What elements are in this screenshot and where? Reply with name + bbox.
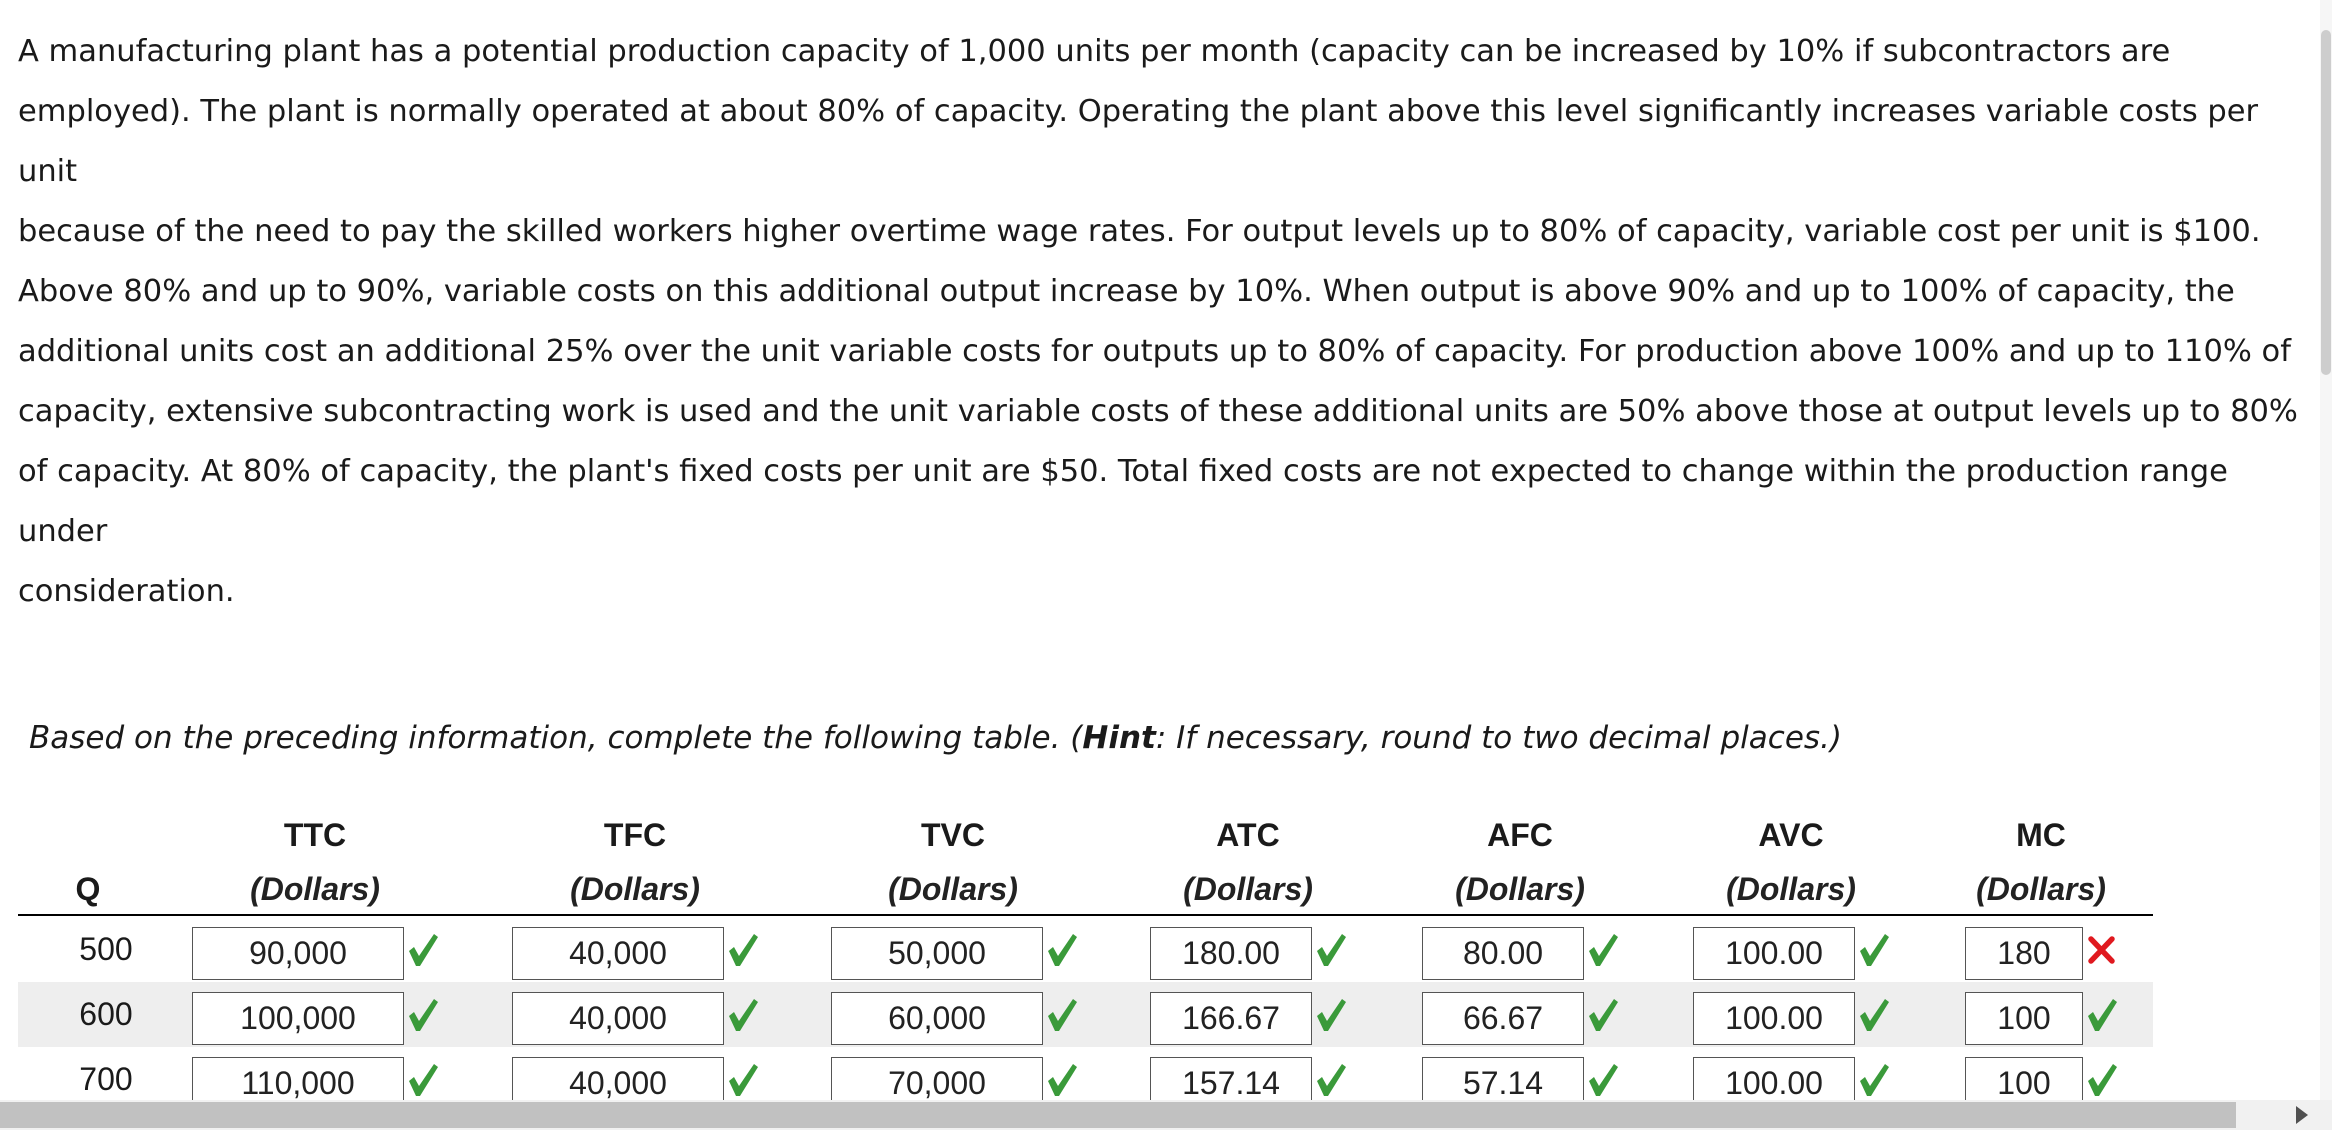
column-unit-mc: (Dollars)	[1976, 871, 2106, 907]
answer-field-atc[interactable]	[1150, 927, 1312, 980]
row-quantity: 700	[79, 1061, 133, 1097]
vertical-scrollbar[interactable]	[2320, 0, 2332, 1100]
table-row	[18, 917, 2153, 982]
column-unit-tvc: (Dollars)	[888, 871, 1018, 907]
checkmark-icon	[406, 931, 440, 971]
answer-field-afc[interactable]	[1422, 992, 1584, 1045]
checkmark-icon	[406, 1061, 440, 1101]
answer-field-avc[interactable]	[1693, 992, 1855, 1045]
answer-field-afc[interactable]	[1422, 927, 1584, 980]
answer-field-mc[interactable]	[1965, 992, 2083, 1045]
checkmark-icon	[726, 931, 760, 971]
answer-field-tvc[interactable]	[831, 927, 1043, 980]
answer-field-tfc[interactable]	[512, 927, 724, 980]
header-divider	[18, 914, 2153, 916]
column-unit-atc: (Dollars)	[1183, 871, 1313, 907]
answer-field-mc[interactable]	[1965, 927, 2083, 980]
problem-statement: A manufacturing plant has a potential production capacity of 1,000 units per month (capacity can be increased by 10% if subcontractors are employed). The plant is normally operated at about 80% of capacity. Operating the plant above this level significantly increases variable costs per unit because of the need to pay the skilled workers higher overtime wage rates. For output levels up to 80% of capacity, variable cost per unit is $100. Above 80% and up to 90%, variable costs on this additional output increase by 10%. When output is above 90% and up to 100% of capacity, the additional units cost an additional 25% over the unit variable costs for outputs up to 80% of capacity. For production above 100% and up to 110% of capacity, extensive subcontracting work is used and the unit variable costs of these additional units are 50% above those at output levels up to 80% of capacity. At 80% of capacity, the plant's fixed costs per unit are $50. Total fixed costs are not expected to change within the production range under consideration.	[18, 34, 2298, 609]
column-unit-afc: (Dollars)	[1455, 871, 1585, 907]
instruction-hint-label: Hint	[1082, 720, 1156, 756]
column-header-mc: MC	[2016, 817, 2066, 853]
answer-field-ttc[interactable]	[192, 992, 404, 1045]
checkmark-icon	[1045, 1061, 1079, 1101]
checkmark-icon	[1857, 996, 1891, 1036]
column-header-tfc: TFC	[603, 817, 667, 853]
column-header-tvc: TVC	[921, 817, 985, 853]
checkmark-icon	[1586, 931, 1620, 971]
column-unit-avc: (Dollars)	[1726, 871, 1856, 907]
column-header-atc: ATC	[1216, 817, 1280, 853]
checkmark-icon	[1314, 1061, 1348, 1101]
checkmark-icon	[1586, 1061, 1620, 1101]
answer-field-avc[interactable]	[1693, 927, 1855, 980]
checkmark-icon	[726, 996, 760, 1036]
column-header-ttc: TTC	[283, 817, 347, 853]
checkmark-icon	[2085, 1061, 2119, 1101]
column-header-q: Q	[75, 871, 101, 907]
checkmark-icon	[1314, 931, 1348, 971]
answer-field-atc[interactable]	[1150, 992, 1312, 1045]
checkmark-icon	[1314, 996, 1348, 1036]
answer-field-tvc[interactable]	[831, 992, 1043, 1045]
checkmark-icon	[1857, 931, 1891, 971]
checkmark-icon	[1586, 996, 1620, 1036]
table-row	[18, 982, 2153, 1047]
horizontal-scrollbar-thumb[interactable]	[0, 1102, 2236, 1128]
checkmark-icon	[726, 1061, 760, 1101]
column-header-afc: AFC	[1487, 817, 1553, 853]
checkmark-icon	[2085, 996, 2119, 1036]
x-mark-icon	[2085, 931, 2119, 971]
column-header-avc: AVC	[1758, 817, 1824, 853]
column-unit-ttc: (Dollars)	[250, 871, 380, 907]
checkmark-icon	[1045, 996, 1079, 1036]
vertical-scrollbar-thumb[interactable]	[2321, 30, 2331, 375]
scroll-right-arrow-icon[interactable]	[2296, 1106, 2308, 1124]
answer-field-tfc[interactable]	[512, 992, 724, 1045]
column-unit-tfc: (Dollars)	[570, 871, 700, 907]
row-quantity: 600	[79, 996, 133, 1032]
horizontal-scrollbar[interactable]	[0, 1100, 2332, 1130]
table-instruction	[29, 720, 1842, 756]
row-quantity: 500	[79, 931, 133, 967]
checkmark-icon	[1857, 1061, 1891, 1101]
answer-field-ttc[interactable]	[192, 927, 404, 980]
checkmark-icon	[406, 996, 440, 1036]
instruction-text-before: Based on the preceding information, complete the following table. (	[29, 720, 1083, 756]
checkmark-icon	[1045, 931, 1079, 971]
instruction-text-after: : If necessary, round to two decimal places.)	[1155, 720, 1843, 756]
